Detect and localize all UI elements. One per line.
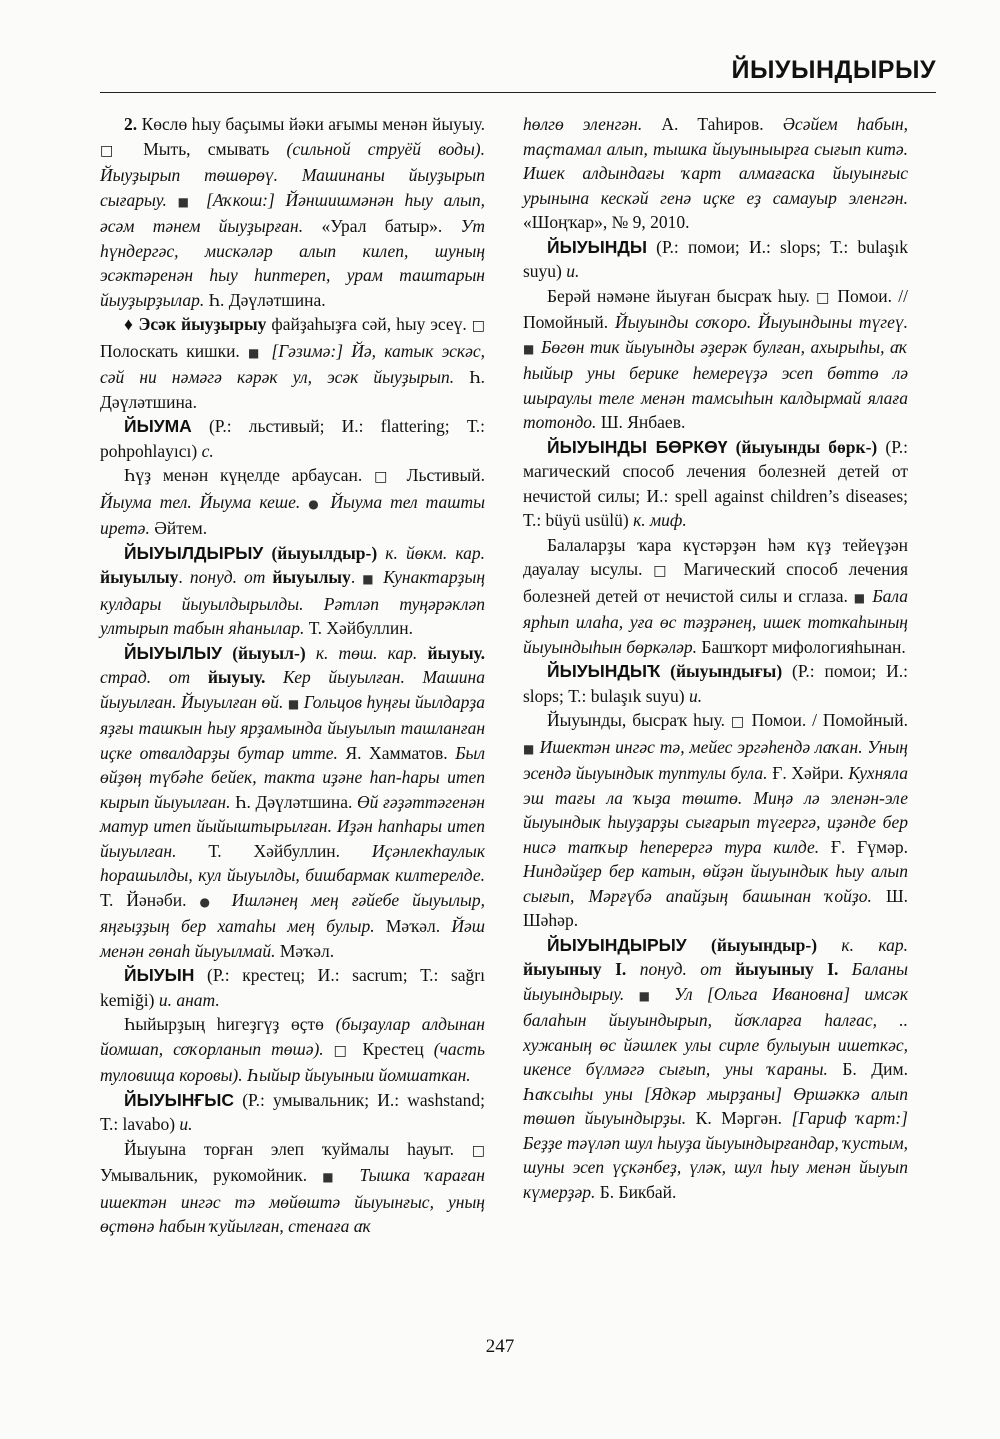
headword: ЙЫУЫЛЫУ bbox=[124, 642, 223, 663]
headword: ЙЫУЫНДЫ bbox=[547, 236, 647, 257]
dictionary-paragraph bbox=[523, 708, 908, 933]
italic-text: с. bbox=[201, 440, 214, 461]
italic-text: Ниндәйҙер бер катын, өйҙән йыуындык һыу алып сығып, Мәрғүбә апайҙың башынан ҡойҙо. bbox=[523, 861, 908, 906]
text-run: Мыть, смывать bbox=[126, 138, 287, 159]
bold-text: йыуыныу I. bbox=[735, 959, 839, 979]
black-circle-icon: ● bbox=[308, 496, 323, 511]
italic-text: Гольцов һуңғы йылдарҙа яҙғы ташкын һыу ярҙамында йыуылып ташланған иҫке отвалдарҙы бутар итте. bbox=[100, 691, 486, 763]
text-run: Һ. Дәүләтшина. bbox=[100, 367, 486, 412]
square-icon: □ bbox=[100, 142, 127, 159]
dictionary-paragraph bbox=[100, 1012, 485, 1088]
italic-text: страд. от bbox=[100, 667, 208, 687]
italic-text: һөлгө эленгән. bbox=[523, 114, 643, 134]
text-run: Льстивый. bbox=[394, 465, 485, 485]
dictionary-paragraph bbox=[100, 641, 485, 964]
italic-text: и. bbox=[179, 1114, 193, 1134]
square-icon: □ bbox=[816, 289, 832, 306]
italic-text: Өй ғәҙәттәгенән матур итеп йыйыштырылған. Иҙән һапһары итеп йыуылған. bbox=[100, 791, 485, 861]
italic-text: Йыума тел. Йыума кеше. bbox=[100, 491, 309, 512]
text-run: Ш. Янбаев. bbox=[596, 412, 686, 432]
text-run: Балаларҙы ҡара күстәрҙән һәм күҙ тейеүҙән дауалау ысулы. bbox=[523, 534, 908, 579]
italic-text: и. анат. bbox=[158, 989, 220, 1010]
dictionary-paragraph bbox=[100, 541, 485, 641]
text-run: Умывальник, рукомойник. bbox=[100, 1165, 323, 1185]
square-icon: □ bbox=[730, 714, 746, 730]
italic-text: Тышка ҡараған ишектән ингәс тә мөйөштә йыуынғыс, уның өҫтөнә һабын ҡуйылған, стенаға аҡ bbox=[100, 1165, 485, 1236]
text-run: Һыйырҙың һигеҙгүҙ өҫтө bbox=[124, 1014, 336, 1034]
text-run: Ш. Шәһәр. bbox=[523, 885, 908, 930]
black-square-icon: ■ bbox=[638, 988, 660, 1003]
text-run: «Шоңҡар», № 9, 2010. bbox=[523, 212, 690, 232]
italic-text: Ишләнең мең ғәйебе йыуылыр, яңғыҙҙың бер хатаһы мең булыр. bbox=[100, 889, 485, 936]
dictionary-paragraph bbox=[523, 235, 908, 284]
bold-text: йыуыу. bbox=[427, 642, 485, 663]
italic-text: понуд. от bbox=[626, 959, 736, 979]
dictionary-paragraph bbox=[100, 112, 485, 312]
italic-text: Кухняла эш тағы ла ҡыҙа төштө. Миңә лә эленән-эле йыуындык һыуҙарҙы сығарып түгергә, иҙәнде бер нисә тапҡыр һеперергә тура килде. bbox=[523, 763, 908, 857]
italic-text: Йыума тел ташты иретә. bbox=[100, 491, 485, 538]
dictionary-paragraph bbox=[523, 112, 908, 235]
headword: ЙЫУЫНДЫРЫУ bbox=[547, 934, 687, 955]
italic-text: Ул [Ольга Ивановна] имсәк балаһын йыуындырып, йоҡларға һалғас, .. хужаның өс йәшлек улы сирле булыуын ишеткәс, икенсе бүлмәгә сығып, уны ҡараны. bbox=[523, 983, 909, 1079]
italic-text: Кунактарҙың кулдары йыуылдырылды. Рәтләп туңәрәкләп ултырып табын яһанылар. bbox=[100, 567, 486, 638]
bold-text: йыуыу. bbox=[207, 667, 266, 687]
italic-text: Һаҡсыһы уны [Ядкәр мырҙаны] Өршәккә алып төшөп йыуындырҙы. bbox=[523, 1083, 908, 1128]
text-run: Берәй нәмәне йыуған бысраҡ һыу. bbox=[547, 285, 817, 306]
page-number: 247 bbox=[485, 1336, 515, 1357]
text-run: Мәҡәл. bbox=[374, 916, 452, 936]
italic-text: Йәш менән гөнаһ йыуылмай. bbox=[100, 916, 485, 961]
black-square-icon: ■ bbox=[322, 1170, 345, 1184]
text-run: Помои. / Помойный. bbox=[745, 710, 908, 730]
bold-text: (йыуылдыр-) bbox=[263, 542, 386, 563]
text-run: Я. Хамматов. bbox=[337, 742, 456, 763]
dictionary-paragraph bbox=[100, 1137, 485, 1239]
text-run: Йыуынды, бысраҡ һыу. bbox=[547, 710, 731, 730]
text-run: (Р.: крестец; И.: sacrum; Т.: sağrı kemiği) bbox=[100, 965, 485, 1010]
text-run: Йыуына торған элеп ҡуймалы һауыт. bbox=[124, 1138, 472, 1159]
headword: ЙЫУЫНҒЫС bbox=[124, 1089, 235, 1110]
italic-text: Иҫәнлекһаулык һорашылды, кул йыуылды, бишбармак килтерелде. bbox=[100, 840, 485, 885]
italic-text: [Гәзимә:] Йә, катык эскәс, сәй ни нәмәгә кәрәк ул, эсәк йыуҙырып. bbox=[100, 340, 485, 387]
bold-text: йыуыныу I. bbox=[523, 959, 627, 979]
bold-text: (йыуындыр-) bbox=[686, 934, 842, 955]
italic-text: [Аҡкош:] Йәншишмәнән һыу алып, әсәм тәнем йыуҙырған. bbox=[100, 189, 486, 236]
square-icon: □ bbox=[333, 1042, 353, 1059]
text-run: Ғ. Хәйри. bbox=[767, 763, 849, 783]
text-run: Т. Хәйбуллин. bbox=[176, 840, 372, 861]
text-run: файҙаһыҙға сәй, һыу эсеү. bbox=[266, 314, 472, 334]
dictionary-paragraph bbox=[100, 414, 485, 463]
dictionary-paragraph bbox=[523, 659, 908, 708]
black-square-icon: ■ bbox=[248, 345, 264, 360]
text-run: Б. Дим. bbox=[827, 1059, 908, 1079]
dictionary-paragraph bbox=[100, 1088, 485, 1137]
dictionary-paragraph bbox=[100, 963, 485, 1012]
text-run: «Урал батыр». bbox=[303, 216, 461, 236]
italic-text: и. bbox=[566, 261, 580, 281]
bold-text: йыуылыу bbox=[272, 567, 351, 587]
text-run: Мәҡәл. bbox=[275, 940, 335, 961]
text-run: Әйтем. bbox=[149, 518, 208, 538]
text-run: Т. Хәйбуллин. bbox=[304, 618, 413, 638]
text-run: Т. Йәнәби. bbox=[100, 889, 200, 910]
black-square-icon: ■ bbox=[177, 194, 196, 209]
right-column bbox=[523, 112, 908, 1204]
text-run: (Р.: помои; И.: slops; Т.: bulaşık suyu) bbox=[523, 661, 908, 706]
text-run: Полоскать кишки. bbox=[100, 340, 249, 361]
text-run bbox=[324, 1039, 334, 1059]
italic-text: Бала ярһып илаһа, уға өс тәҙрәнең, ишек тоткаһының йыуындыһын бөркәләр. bbox=[523, 585, 908, 657]
headword: ЙЫУЫН bbox=[124, 965, 195, 985]
text-run: . bbox=[178, 567, 190, 587]
italic-text: (быҙаулар алдынан йомшап, соҡорланып төшә). bbox=[100, 1014, 485, 1059]
italic-text: к. йөкм. кар. bbox=[385, 542, 485, 563]
text-run: Ғ. Ғүмәр. bbox=[819, 836, 909, 857]
black-square-icon: ■ bbox=[362, 572, 377, 586]
black-square-icon: ■ bbox=[523, 741, 535, 756]
text-run: (Р.: магический способ лечения болезней детей от нечистой силы; И.: spell against children’s diseases; Т.: büyü usülü) bbox=[523, 436, 908, 530]
square-icon: □ bbox=[471, 318, 485, 334]
left-column bbox=[100, 112, 485, 1239]
headword: ЙЫУМА bbox=[124, 416, 192, 436]
black-circle-icon: ● bbox=[199, 894, 219, 909]
bold-text: (йыуынды бөрк-) bbox=[727, 436, 878, 457]
text-run: Башҡорт мифологияһынан. bbox=[697, 636, 906, 657]
italic-text: [Гариф ҡарт:] Беҙҙе тәүләп шул һыуҙа йыуындырғандар, ҡустым, шуны эсеп үҫкәнбеҙ, үләк, шул һыу менән йыуып күмерҙәр. bbox=[523, 1108, 908, 1202]
italic-text: Ут һүндергәс, мискәләр алып килеп, шуның эсәктәренән һыу һиптереп, урам таштарын йыуҙырҙылар. bbox=[100, 216, 485, 310]
bold-text: (йыуыл-) bbox=[222, 642, 316, 663]
dictionary-paragraph bbox=[100, 312, 485, 414]
italic-text: к. кар. bbox=[841, 934, 908, 955]
italic-text: и. bbox=[688, 685, 703, 706]
italic-text: Йыуынды соҡоро. Йыуындыны түгеү. bbox=[614, 312, 908, 332]
text-run: Б. Бикбай. bbox=[595, 1181, 677, 1202]
dictionary-paragraph bbox=[523, 284, 908, 435]
italic-text: Бөгөн тик йыуынды әҙерәк булған, ахырыһы, аҡ һыйыр уны берике һемереүҙә эсеп бөттө лә шыраулы теле менән тамсыһын калдырмай ялаға тотондо. bbox=[523, 336, 908, 432]
text-run: Магический способ лечения болезней детей от нечистой силы и сглаза. bbox=[523, 559, 908, 606]
italic-text: к. төш. кар. bbox=[315, 642, 428, 663]
italic-text: Әсәйем һабын, таҫтамал алып, тышка йыуыныырға сығып китә. Ишек алдындағы ҡарт алмағаска йыуынғыс урынына кескәй генә иҫке еҙ самауыр эленгән. bbox=[523, 114, 908, 208]
italic-text: Был өйҙөң түбәһе бейек, такта иҙәне һап-һары итеп кырып йыуылған. bbox=[100, 742, 485, 812]
italic-text: понуд. от bbox=[189, 567, 273, 587]
text-run: . bbox=[350, 567, 363, 587]
text-run: Помои. // Помойный. bbox=[523, 285, 908, 332]
dictionary-paragraph bbox=[523, 533, 908, 660]
headword: ЙЫУЫНДЫ БӨРКӨҮ bbox=[547, 436, 728, 457]
italic-text: Баланы йыуындырыу. bbox=[523, 959, 909, 1004]
bold-text: ♦ Эсәк йыуҙырыу bbox=[124, 314, 267, 334]
text-run: Һүҙ менән күңелде арбаусан. bbox=[124, 465, 375, 485]
text-run: А. Таһиров. bbox=[642, 114, 783, 134]
italic-text: Кер йыуылған. Машина йыуылған. Йыуылған өй. bbox=[100, 667, 485, 712]
running-head: ЙЫУЫНДЫРЫУ bbox=[731, 56, 936, 84]
text-run: Крестец bbox=[352, 1038, 434, 1059]
dictionary-paragraph bbox=[523, 933, 908, 1205]
dictionary-paragraph bbox=[100, 463, 485, 541]
black-square-icon: ■ bbox=[523, 341, 536, 356]
square-icon: □ bbox=[374, 469, 395, 485]
italic-text: к. миф. bbox=[633, 510, 687, 530]
text-run: К. Мәргән. bbox=[686, 1108, 792, 1128]
black-square-icon: ■ bbox=[287, 696, 300, 711]
text-run: (Р.: умывальник; И.: washstand; Т.: lavabo) bbox=[100, 1089, 485, 1134]
bold-text: 2. bbox=[124, 114, 142, 134]
black-square-icon: ■ bbox=[853, 590, 867, 605]
text-run: Көслө һыу баҫымы йәки ағымы менән йыуыу. bbox=[141, 114, 485, 134]
bold-text: йыуылыу bbox=[100, 567, 179, 587]
italic-text: (сильной струёй воды). Йыуҙырып төшөрөү. Машинаны йыуҙырып сығарыу. bbox=[100, 138, 485, 210]
headword: ЙЫУЫНДЫҠ bbox=[547, 661, 661, 681]
italic-text: (часть туловища коровы). Һыйыр йыуыныи йомшаткан. bbox=[100, 1038, 485, 1085]
text-run: (Р.: льстивый; И.: flattering; Т.: pohpohlayıcı) bbox=[100, 416, 485, 461]
square-icon: □ bbox=[653, 563, 673, 579]
square-icon: □ bbox=[471, 1142, 485, 1159]
text-run: Һ. Дәүләтшина. bbox=[230, 791, 358, 812]
text-run: Һ. Дәүләтшина. bbox=[204, 289, 326, 310]
text-run: (Р.: помои; И.: slops; Т.: bulaşık suyu) bbox=[523, 236, 908, 281]
headword: ЙЫУЫЛДЫРЫУ bbox=[124, 542, 264, 563]
header-rule bbox=[100, 92, 936, 93]
bold-text: (йыуындығы) bbox=[660, 661, 783, 681]
italic-text: Ишектән ингәс тә, мейес эргәһендә лаҡан. Уның эсендә йыуындык туптулы була. bbox=[523, 736, 908, 783]
dictionary-paragraph bbox=[523, 435, 908, 533]
